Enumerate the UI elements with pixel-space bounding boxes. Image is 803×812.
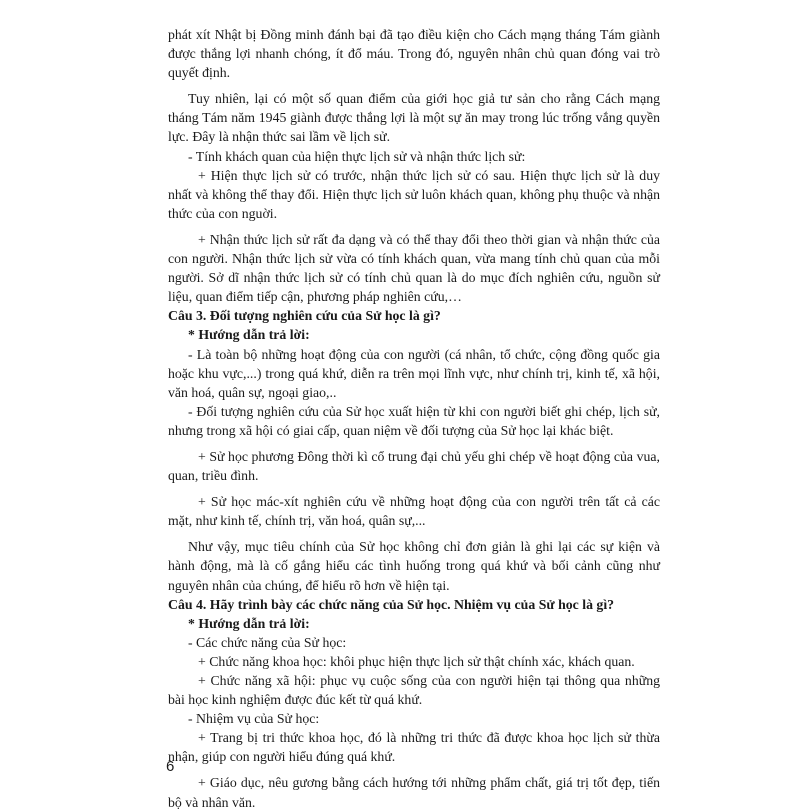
answer-guide-label: * Hướng dẫn trả lời: — [188, 615, 310, 631]
paragraph: - Các chức năng của Sử học: — [188, 634, 347, 650]
question-heading: Câu 4. Hãy trình bày các chức năng của Sử học. Nhiệm vụ của Sử học là gì? — [168, 596, 615, 612]
paragraph: - Đối tượng nghiên cứu của Sử học xuất hiện từ khi con người biết ghi chép, lịch sử, nhưng trong xã hội có giai cấp, quan niệm về đối tượng của Sử học lại khác biệt. — [168, 403, 660, 438]
paragraph: + Sử học mác-xít nghiên cứu về những hoạt động của con người trên tất cả các mặt, như kinh tế, chính trị, văn hoá, quân sự,... — [168, 494, 660, 529]
paragraph: + Trang bị tri thức khoa học, đó là những tri thức đã được khoa học lịch sử thừa nhận, giúp con người hiểu đúng quá khứ. — [168, 730, 660, 765]
page-number: 6 — [166, 758, 175, 775]
paragraph: + Sử học phương Đông thời kì cổ trung đại chủ yếu ghi chép về hoạt động của vua, quan, triều đình. — [168, 448, 660, 484]
paragraph: Như vậy, mục tiêu chính của Sử học không chỉ đơn giản là ghi lại các sự kiện và hành động, mà là cố gắng hiểu các tình huống trong quá khứ và bối cảnh cũng như nguyên nhân của chúng, để hiểu rõ hơn về hiện tại. — [168, 539, 660, 593]
paragraph: + Giáo dục, nêu gương bằng cách hướng tới những phẩm chất, giá trị tốt đẹp, tiến bộ và nhân văn. — [168, 775, 660, 810]
paragraph: phát xít Nhật bị Đồng minh đánh bại đã tạo điều kiện cho Cách mạng tháng Tám giành được thắng lợi nhanh chóng, ít đổ máu. Trong đó, nguyên nhân chủ quan đóng vai trò quyết định. — [168, 27, 660, 81]
answer-guide-label: * Hướng dẫn trả lời: — [188, 327, 310, 343]
paragraph: - Tính khách quan của hiện thực lịch sử và nhận thức lịch sử: — [188, 148, 526, 164]
paragraph: + Chức năng khoa học: khôi phục hiện thực lịch sử thật chính xác, khách quan. — [198, 653, 635, 669]
paragraph: - Nhiệm vụ của Sử học: — [188, 711, 320, 727]
question-heading: Câu 3. Đối tượng nghiên cứu của Sử học là gì? — [168, 308, 441, 324]
paragraph: Tuy nhiên, lại có một số quan điểm của giới học giả tư sản cho rằng Cách mạng tháng Tám năm 1945 giành được thắng lợi là một sự ăn may trong lúc trống vắng quyền lực. Đây là nhận thức sai lầm về lịch sử. — [168, 91, 660, 145]
paragraph: + Nhận thức lịch sử rất đa dạng và có thể thay đổi theo thời gian và nhận thức của con người. Nhận thức lịch sử vừa có tính khách quan, vừa mang tính chủ quan của mỗi người. Sở dĩ nhận thức lịch sử có tính chủ quan là do mục đích nghiên cứu, nguồn sử liệu, quan điểm tiếp cận, phương pháp nghiên cứu,… — [168, 231, 660, 305]
paragraph: + Chức năng xã hội: phục vụ cuộc sống của con người hiện tại thông qua những bài học kinh nghiệm được đúc kết từ quá khứ. — [168, 673, 660, 708]
page-body — [168, 25, 660, 812]
paragraph: - Là toàn bộ những hoạt động của con người (cá nhân, tổ chức, cộng đồng quốc gia hoặc khu vực,...) trong quá khứ, diễn ra trên mọi lĩnh vực, như chính trị, kinh tế, xã hội, văn hoá, quân sự, ngoại giao,.. — [168, 346, 660, 400]
paragraph: + Hiện thực lịch sử có trước, nhận thức lịch sử có sau. Hiện thực lịch sử là duy nhất và không thể thay đổi. Hiện thực lịch sử luôn khách quan, không phụ thuộc và nhận thức của con nguời. — [168, 167, 660, 221]
